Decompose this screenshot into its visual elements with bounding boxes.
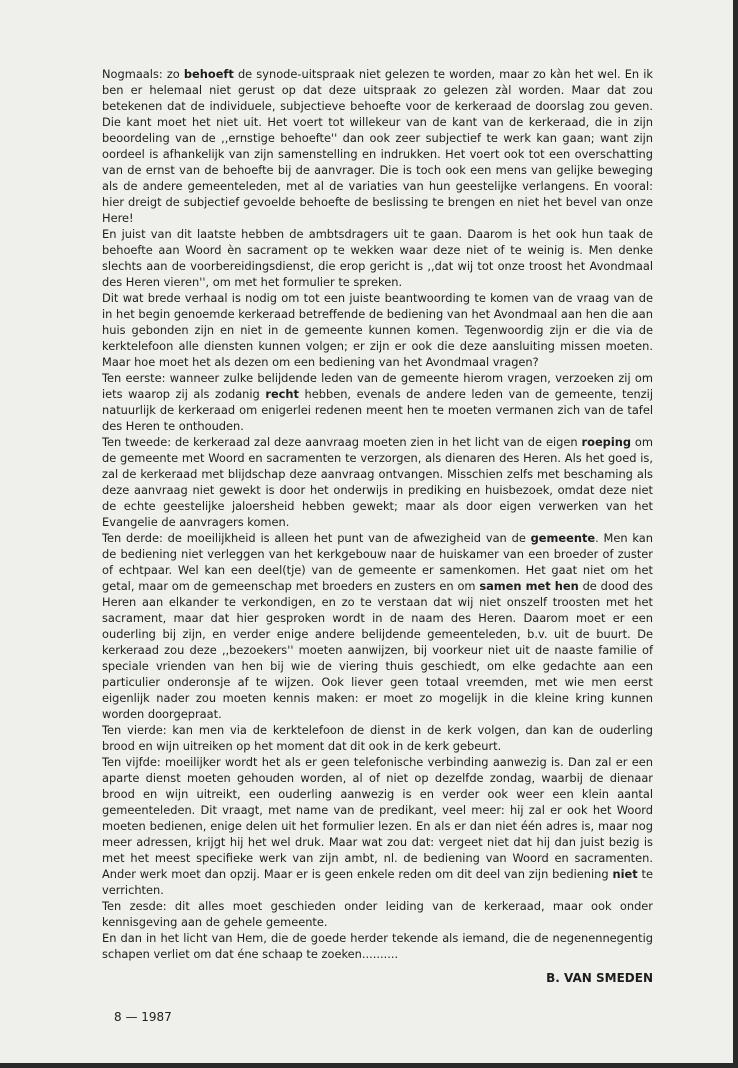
paragraph bbox=[102, 930, 653, 962]
paragraph bbox=[102, 434, 653, 530]
paragraph bbox=[102, 290, 653, 370]
paragraph bbox=[102, 370, 653, 434]
text-run: Dit wat brede verhaal is nodig om tot een juiste beantwoording te komen van de vraag van de in het begin genoemde kerkeraad betreffende de bediening van het Avondmaal aan hen die aan huis gebonden zijn en niet in de gemeente kunnen komen. Tegenwoordig zijn er die via de kerktelefoon alle diensten kunnen volgen; er zijn er ook die deze aansluiting missen moeten. Maar hoe moet het als dezen om een bediening van het Avondmaal vragen? bbox=[102, 291, 653, 369]
paragraph bbox=[102, 722, 653, 754]
bold-text: samen met hen bbox=[479, 579, 579, 593]
bold-text: niet bbox=[612, 867, 638, 881]
text-run: En juist van dit laatste hebben de ambtsdragers uit te gaan. Daarom is het ook hun taak de behoefte aan Woord èn sacrament op te wekken waar deze niet of te weinig is. Men denke slechts aan de voorbereidingsdienst, die erop gericht is ,,dat wij tot onze troost het Avondmaal des Heren vieren'', om met het formulier te spreken. bbox=[102, 227, 653, 289]
text-run: Ten zesde: dit alles moet geschieden onder leiding van de kerkeraad, maar ook onder kennisgeving aan de gehele gemeente. bbox=[102, 899, 653, 929]
text-run: hebben, evenals de andere leden van de gemeente, tenzij natuurlijk de kerkeraad om enigerlei redenen meent hen te moeten vermanen zich van de tafel des Heren te onthouden. bbox=[102, 387, 653, 433]
text-run: Ten tweede: de kerkeraad zal deze aanvraag moeten zien in het licht van de eigen bbox=[102, 435, 582, 449]
article-body bbox=[102, 66, 654, 985]
page-number: 8 — 1987 bbox=[114, 1010, 172, 1024]
text-run: te verrichten. bbox=[102, 867, 653, 897]
bold-text: gemeente bbox=[530, 531, 596, 545]
paragraph bbox=[102, 66, 653, 226]
text-run: om de gemeente met Woord en sacramenten te verzorgen, als dienaren des Heren. Als het goed is, zal de kerkeraad met blijdschap deze aanvraag ontvangen. Misschien zelfs met beschaming als deze aanvraag niet gewekt is door het onderwijs in prediking en huisbezoek, omdat deze niet de echte geestelijke jaloersheid hebben gewekt; maar als door eigen verwerken van het Evangelie de aanvragers komen. bbox=[102, 435, 653, 529]
paragraph bbox=[102, 754, 653, 898]
signature-row bbox=[102, 962, 653, 985]
text-run: de synode-uitspraak niet gelezen te worden, maar zo kàn het wel. En ik ben er helemaal niet gerust op dat deze uitspraak zo gelezen zàl worden. Maar dat zou betekenen dat de individuele, subjectieve behoefte voor de kerkeraad de doorslag zou geven. Die kant moet het niet uit. Het voert tot willekeur van de kant van de kerkeraad, die in zijn beoordeling van de ,,ernstige behoefte'' dan ook zeer subjectief te werk kan gaan; want zijn oordeel is afhankelijk van zijn samenstelling en indrukken. Het voert ook tot een overschatting van de ernst van de behoefte bij de aanvrager. Die is toch ook een mens van gelijke beweging als de andere gemeenteleden, met al de variaties van hun geestelijke verlangens. En vooral: hier dreigt de subjectief gevoelde behoefte de beslissing te brengen en niet het bevel van onze Here! bbox=[102, 67, 653, 225]
text-run: En dan in het licht van Hem, die de goede herder tekende als iemand, die de negenennegentig schapen verliet om dat éne schaap te zoeken.......... bbox=[102, 931, 653, 961]
text-run: Nogmaals: zo bbox=[102, 67, 184, 81]
text-run: Ten eerste: wanneer zulke belijdende leden van de gemeente hierom vragen, verzoeken zij om iets waarop zij als zodanig bbox=[102, 371, 653, 401]
bold-text: behoeft bbox=[183, 67, 234, 81]
text-run: Ten vijfde: moeilijker wordt het als er geen telefonische verbinding aanwezig is. Dan zal er een aparte dienst moeten gehouden worden, al of niet op dezelfde zondag, waarbij de dienaar brood en wijn uitreikt, een ouderling aanwezig is en verder ook weer een klein aantal gemeenteleden. Dit vraagt, met name van de predikant, veel meer: hij zal er ook het Woord moeten bedienen, enige delen uit het formulier lezen. En als er dan niet één adres is, maar nog meer adressen, krijgt hij het wel druk. Maar wat zou dat: vergeet niet dat hij dan juist bezig is met het meest specifieke werk van zijn ambt, nl. de bediening van Woord en sacramenten. Ander werk moet dan opzij. Maar er is geen enkele reden om dit deel van zijn bediening bbox=[102, 755, 653, 881]
text-run: Ten derde: de moeilijkheid is alleen het punt van de afwezigheid van de bbox=[102, 531, 531, 545]
text-run: . Men kan de bediening niet verleggen van het kerkgebouw naar de huiskamer van een broeder of zuster of echtpaar. Wel kan een deel(tje) van de gemeente er samenkomen. Het gaat niet om het getal, maar om de gemeenschap met broeders en zusters en om bbox=[102, 531, 654, 593]
paragraph bbox=[102, 530, 653, 722]
text-run: Ten vierde: kan men via de kerktelefoon de dienst in de kerk volgen, dan kan de ouderling brood en wijn uitreiken op het moment dat dit ook in de kerk gebeurt. bbox=[102, 723, 653, 753]
paragraph bbox=[102, 898, 653, 930]
bold-text: recht bbox=[265, 387, 299, 401]
paragraph bbox=[102, 226, 653, 290]
bold-text: roeping bbox=[581, 435, 632, 449]
author-signature: B. VAN SMEDEN bbox=[546, 971, 653, 985]
text-run: de dood des Heren aan elkander te verkondigen, en zo te verstaan dat wij niet onszelf troosten met het sacrament, maar dat hier gesproken wordt in de naam des Heren. Daarom moet er een ouderling bij zijn, en verder enige andere belijdende gemeenteleden, b.v. uit de buurt. De kerkeraad zou deze ,,bezoekers'' moeten aanwijzen, bij voorkeur niet uit de naaste familie of speciale vrienden van hen bij wie de viering thuis geschiedt, om elke gedachte aan een particulier onderonsje af te wijzen. Ook liever geen totaal vreemden, met wie men eerst eigenlijk nader zou moeten kennis maken: er moet zo mogelijk in die kleine kring kunnen worden doorgepraat. bbox=[102, 579, 653, 721]
